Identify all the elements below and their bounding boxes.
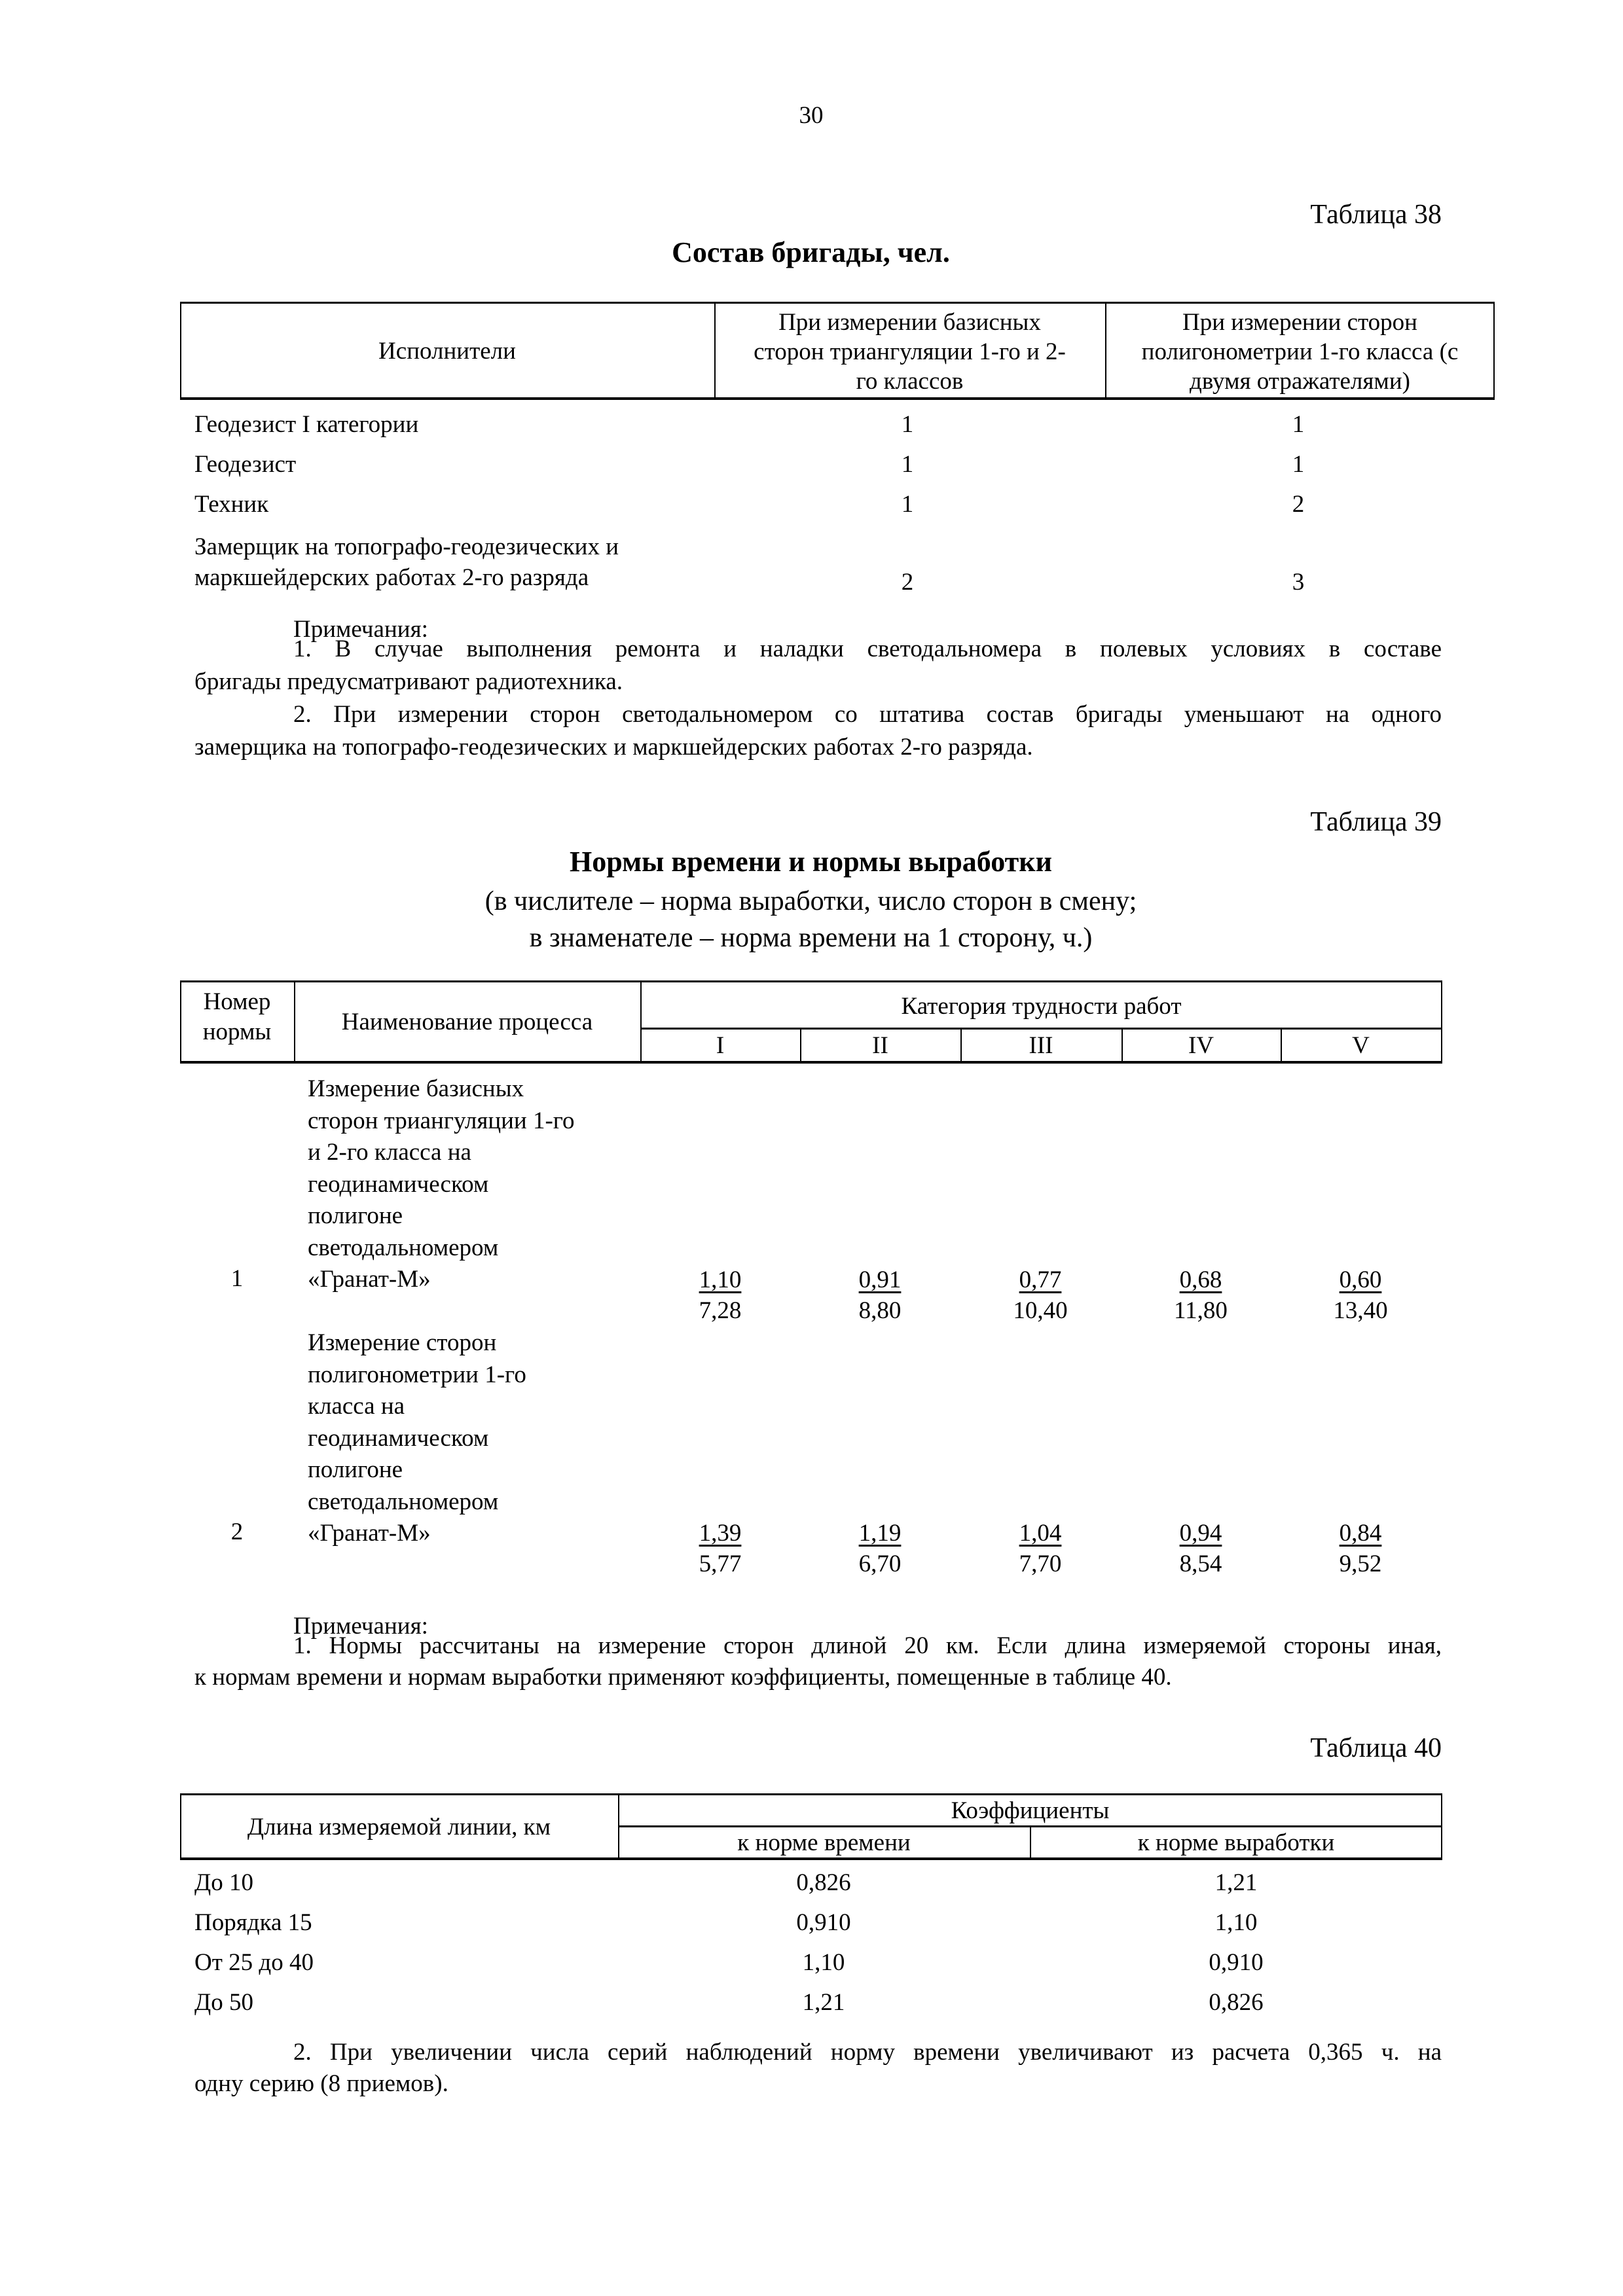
norm-number: 1 <box>230 1265 244 1292</box>
note-paragraph <box>194 2037 1442 2100</box>
note-text: 1. Нормы рассчитаны на измерение сторон длиной 20 км. Если длина измеряемой стороны иная, <box>293 1632 1442 1659</box>
subtitle-line: в знаменателе – норма времени на 1 сторону, ч.) <box>529 923 1093 953</box>
numerator: 0,60 <box>1339 1266 1382 1293</box>
table-38-title: Состав бригады, чел. <box>672 236 950 268</box>
process-line: Измерение сторон <box>308 1329 497 1356</box>
table-row-length: До 10 <box>194 1869 253 1896</box>
header-line: При измерении базисных <box>778 309 1041 336</box>
table-row-output: 0,826 <box>1209 1989 1264 2016</box>
table-39-border-right <box>1441 980 1442 1063</box>
process-line: геодинамическом <box>308 1170 489 1198</box>
table-39-label: Таблица 39 <box>1310 807 1442 837</box>
table-row-output: 0,910 <box>1209 1949 1264 1976</box>
table-row-value: 2 <box>901 569 914 596</box>
process-name <box>308 1073 575 1296</box>
norm-value-cat-i <box>674 1518 766 1579</box>
norm-value-cat-iii <box>994 1518 1086 1579</box>
note-text: к нормам времени и нормам выработки применяют коэффициенты, помещенные в таблице 40. <box>194 1664 1172 1691</box>
note-text: 2. При измерении сторон светодальномером со штатива состав бригады уменьшают на одного <box>293 701 1442 728</box>
norm-value-cat-ii <box>834 1518 926 1579</box>
table-row-name: Геодезист <box>194 451 297 478</box>
process-line: сторон триангуляции 1-го <box>308 1107 575 1134</box>
table-40-header-border <box>180 1857 1442 1860</box>
table-row-value: 1 <box>901 411 914 438</box>
table-39-category-divider <box>640 1028 1442 1030</box>
table-row-value: 1 <box>1292 411 1305 438</box>
header-line: двумя отражателями) <box>1190 368 1410 395</box>
numerator: 0,94 <box>1179 1520 1222 1547</box>
process-line: светодальномером <box>308 1234 499 1261</box>
denominator: 8,54 <box>1179 1551 1222 1577</box>
denominator: 6,70 <box>858 1551 902 1577</box>
numerator: 1,19 <box>858 1520 902 1547</box>
table-39-top-border <box>180 980 1442 982</box>
process-line: «Гранат-М» <box>308 1266 431 1293</box>
header-process-name: Наименование процесса <box>341 1009 593 1035</box>
denominator: 10,40 <box>1013 1297 1068 1324</box>
row-name-line: маркшейдерских работах 2-го разряда <box>194 564 589 591</box>
header-performers: Исполнители <box>378 338 516 365</box>
norm-value-cat-ii <box>834 1265 926 1326</box>
table-38-top-border <box>180 302 1495 304</box>
process-line: полигоне <box>308 1202 403 1229</box>
header-category-i: I <box>716 1032 725 1059</box>
note-text: бригады предусматривают радиотехника. <box>194 668 623 695</box>
header-line: При измерении сторон <box>1182 309 1417 336</box>
numerator: 1,10 <box>699 1266 742 1293</box>
norm-value-cat-iii <box>994 1265 1086 1326</box>
table-row-value: 1 <box>901 491 914 518</box>
norm-value-cat-i <box>674 1265 766 1326</box>
process-line: геодинамическом <box>308 1424 489 1452</box>
header-line: сторон триангуляции 1-го и 2- <box>754 338 1066 365</box>
table-row-output: 1,10 <box>1214 1909 1258 1936</box>
process-line: и 2-го класса на <box>308 1139 471 1166</box>
note-text: 2. При увеличении числа серий наблюдений норму времени увеличивают из расчета 0,365 ч. на <box>293 2039 1442 2066</box>
table-38-header-border <box>180 397 1495 400</box>
table-row-value: 3 <box>1292 569 1305 596</box>
denominator: 7,28 <box>699 1297 742 1324</box>
process-name <box>308 1327 526 1550</box>
table-row-time: 1,10 <box>802 1949 845 1976</box>
table-40-top-border <box>180 1793 1442 1795</box>
denominator: 5,77 <box>699 1551 742 1577</box>
norm-value-cat-v <box>1315 1518 1406 1579</box>
numerator: 0,68 <box>1179 1266 1222 1293</box>
denominator: 9,52 <box>1339 1551 1382 1577</box>
process-line: полигоне <box>308 1456 403 1483</box>
table-row-value: 1 <box>901 451 914 478</box>
note-text: замерщика на топографо-геодезических и маркшейдерских работах 2-го разряда. <box>194 734 1033 761</box>
norm-value-cat-iv <box>1155 1518 1247 1579</box>
note-text: 1. В случае выполнения ремонта и наладки светодальномера в полевых условиях в составе <box>293 636 1442 662</box>
header-coefficients: Коэффициенты <box>951 1797 1110 1824</box>
table-row-length: До 50 <box>194 1989 253 2016</box>
denominator: 11,80 <box>1174 1297 1228 1324</box>
numerator: 0,84 <box>1339 1520 1382 1547</box>
numerator: 1,04 <box>1019 1520 1062 1547</box>
numerator: 1,39 <box>699 1520 742 1547</box>
header-category-iv: IV <box>1188 1032 1214 1059</box>
denominator: 8,80 <box>858 1297 902 1324</box>
table-row-length: От 25 до 40 <box>194 1949 314 1976</box>
process-line: «Гранат-М» <box>308 1520 431 1547</box>
table-38-label: Таблица 38 <box>1310 200 1442 230</box>
header-polygonometry <box>1105 308 1495 396</box>
page-number: 30 <box>799 102 824 129</box>
table-row-name: Геодезист I категории <box>194 411 419 438</box>
table-row-output: 1,21 <box>1214 1869 1258 1896</box>
norm-value-cat-v <box>1315 1265 1406 1326</box>
table-39-header-border <box>180 1061 1442 1064</box>
denominator: 13,40 <box>1333 1297 1388 1324</box>
process-line: Измерение базисных <box>308 1075 524 1102</box>
header-output-norm: к норме выработки <box>1137 1829 1335 1856</box>
header-line: Номер <box>203 988 271 1015</box>
header-line-length: Длина измеряемой линии, км <box>247 1814 551 1840</box>
header-category-v: V <box>1352 1032 1370 1059</box>
table-row-time: 0,910 <box>796 1909 851 1936</box>
header-line: полигонометрии 1-го класса (с <box>1141 338 1459 365</box>
subtitle-line: (в числителе – норма выработки, число сторон в смену; <box>484 886 1137 916</box>
note-paragraph <box>194 633 1442 764</box>
header-base-sides <box>714 308 1105 396</box>
table-row-name <box>194 531 619 593</box>
header-category-iii: III <box>1029 1032 1053 1059</box>
table-row-time: 1,21 <box>802 1989 845 2016</box>
row-name-line: Замерщик на топографо-геодезических и <box>194 533 619 560</box>
header-norm-number <box>180 987 294 1047</box>
numerator: 0,77 <box>1019 1266 1062 1293</box>
header-time-norm: к норме времени <box>737 1829 911 1856</box>
notes-title: Примечания: <box>293 616 428 643</box>
table-row-length: Порядка 15 <box>194 1909 312 1936</box>
numerator: 0,91 <box>858 1266 902 1293</box>
table-39-subtitle <box>180 883 1442 956</box>
table-row-name: Техник <box>194 491 269 518</box>
header-line: го классов <box>856 368 964 395</box>
process-line: светодальномером <box>308 1488 499 1515</box>
notes-title: Примечания: <box>293 1613 428 1640</box>
table-row-value: 1 <box>1292 451 1305 478</box>
denominator: 7,70 <box>1019 1551 1062 1577</box>
header-category-ii: II <box>872 1032 888 1059</box>
norm-value-cat-iv <box>1155 1265 1247 1326</box>
header-difficulty-category: Категория трудности работ <box>901 993 1182 1020</box>
header-line: нормы <box>202 1018 272 1045</box>
norm-number: 2 <box>230 1518 244 1545</box>
process-line: класса на <box>308 1393 405 1420</box>
process-line: полигонометрии 1-го <box>308 1361 526 1388</box>
table-40-label: Таблица 40 <box>1310 1733 1442 1763</box>
note-paragraph <box>194 1630 1442 1693</box>
table-39-title: Нормы времени и нормы выработки <box>570 846 1052 878</box>
table-row-time: 0,826 <box>796 1869 851 1896</box>
table-row-value: 2 <box>1292 491 1305 518</box>
note-text: одну серию (8 приемов). <box>194 2070 448 2097</box>
